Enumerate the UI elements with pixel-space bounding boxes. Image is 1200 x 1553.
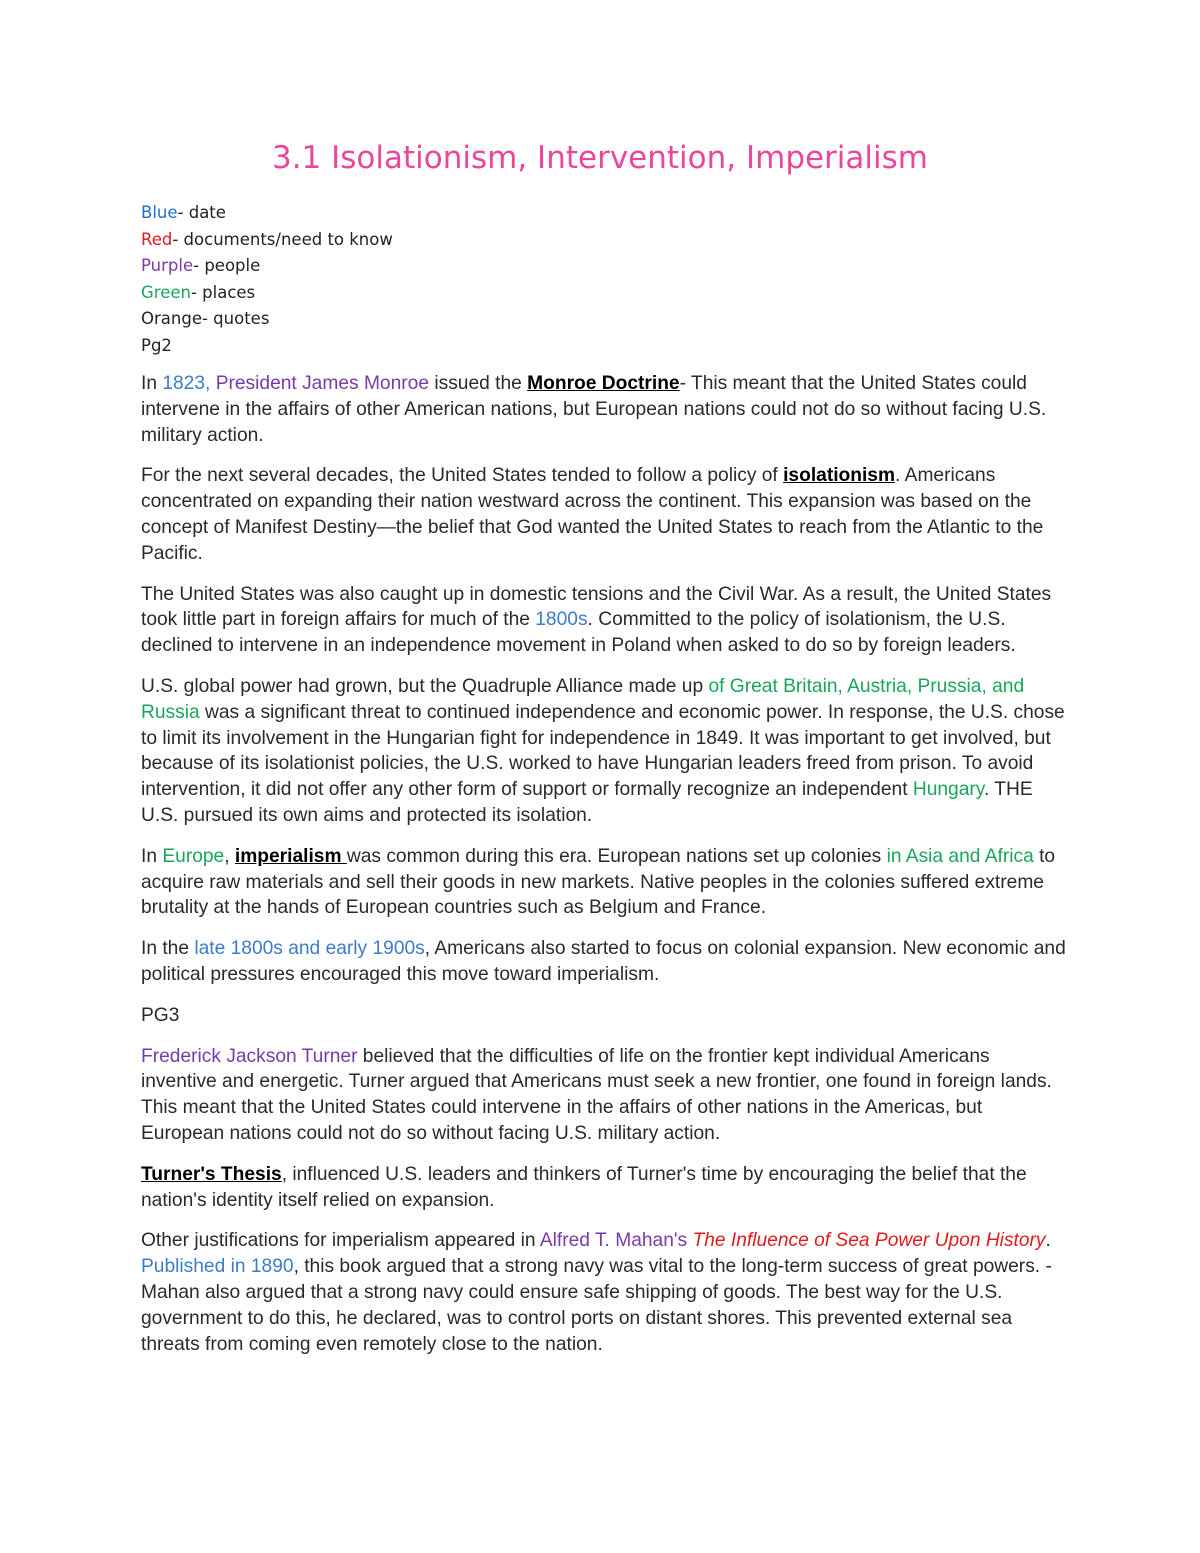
date-text: Published in 1890 — [141, 1256, 294, 1278]
legend-desc: - documents/need to know — [172, 229, 393, 249]
date-text: late 1800s and early 1900s — [194, 938, 425, 960]
legend-desc: - places — [190, 282, 256, 302]
legend-item-orange — [141, 306, 393, 333]
legend-word: Pg2 — [141, 335, 172, 355]
paragraph-isolationism: For the next several decades, the United States tended to follow a policy of isolationism. Americans concentrated on expanding their nation westward across the continent. This expansion was based on the concept of Manifest Destiny—the belief that God wanted the United States to reach from the Atlantic to the Pacific. — [141, 465, 1044, 564]
legend-item-green — [141, 280, 393, 307]
paragraph-civil-war: The United States was also caught up in domestic tensions and the Civil War. As a result, the United States took little part in foreign affairs for much of the 1800s. Committed to the policy of isolationism, the U.S. declined to intervene in an independence movement in Poland when asked to do so by foreign leaders. — [141, 583, 1052, 657]
document-title-text: The Influence of Sea Power Upon History — [692, 1230, 1046, 1252]
paragraph-turner: Frederick Jackson Turner believed that the difficulties of life on the frontier kept individual Americans inventive and energetic. Turner argued that Americans must seek a new frontier, one found in foreign lands. This meant that the United States could intervene in the affairs of other nations in the Americas, but European nations could not do so without facing U.S. military action. — [141, 1045, 1052, 1144]
legend-item-red — [141, 227, 393, 254]
date-text: 1800s — [535, 609, 588, 631]
paragraph-american-expansion: In the late 1800s and early 1900s, Americans also started to focus on colonial expansion. New economic and political pressures encouraged this move toward imperialism. — [141, 938, 1066, 985]
color-legend — [141, 200, 393, 360]
legend-word: Blue — [141, 203, 178, 222]
legend-desc: - quotes — [201, 309, 270, 329]
legend-word: Purple — [141, 256, 194, 276]
paragraph-quadruple-alliance: U.S. global power had grown, but the Quadruple Alliance made up of Great Britain, Austria, Prussia, and Russia was a significant threat to continued independence and economic power. In response, the U.S. chose to limit its involvement in the Hungarian fight for independence in 1849. It was important to get involved, but because of its isolationist policies, the U.S. worked to have Hungarian leaders freed from prison. To avoid intervention, it did not offer any other form of support or formally recognize an independent Hungary. THE U.S. pursued its own aims and protected its isolation. — [141, 675, 1065, 826]
place-text: in Asia and Africa — [886, 845, 1034, 867]
person-text: Frederick Jackson Turner — [141, 1045, 358, 1067]
legend-desc: - date — [177, 203, 226, 222]
place-text: Europe — [162, 845, 225, 867]
key-term: Monroe Doctrine — [527, 373, 680, 394]
key-term: Turner's Thesis — [141, 1163, 282, 1185]
paragraph-european-imperialism: In Europe, imperialism was common during this era. European nations set up colonies in Asia and Africa to acquire raw materials and sell their goods in new markets. Native peoples in the colonies suffered extreme brutality at the hands of European countries such as Belgium and France. — [141, 845, 1056, 919]
place-text: of Great Britain, Austria, Prussia, and Russia — [141, 675, 1025, 723]
legend-word: Green — [141, 282, 191, 302]
paragraph-mahan: Other justifications for imperialism appeared in Alfred T. Mahan's The Influence of Sea Power Upon History. Published in 1890, this book argued that a strong navy was vital to the long-term success of great powers. - Mahan also argued that a strong navy could ensure safe shipping of goods. The best way for the U.S. government to do this, he declared, was to control ports on distant shores. This prevented external sea threats from coming even remotely close to the nation. — [141, 1230, 1052, 1355]
page-marker-pg3: PG3 — [141, 1004, 180, 1026]
key-term: isolationism — [783, 465, 896, 487]
key-term: imperialism — [234, 845, 347, 867]
legend-desc: - people — [193, 256, 261, 276]
person-text: Alfred T. Mahan's — [539, 1230, 688, 1252]
legend-word: Orange — [141, 309, 202, 329]
place-text: Hungary — [912, 779, 984, 801]
paragraph-turners-thesis: Turner's Thesis, influenced U.S. leaders and thinkers of Turner's time by encouraging the belief that the nation's identity itself relied on expansion. — [141, 1163, 1027, 1211]
document-body — [141, 371, 1066, 1372]
date-text: 1823, — [162, 373, 216, 394]
page-marker-pg2 — [141, 333, 393, 360]
legend-item-purple — [141, 253, 393, 280]
legend-word: Red — [141, 229, 173, 249]
legend-item-blue — [141, 200, 393, 227]
person-text: President James Monroe — [215, 373, 429, 394]
paragraph-monroe-doctrine: In 1823, President James Monroe issued the Monroe Doctrine- This meant that the United States could intervene in the affairs of other American nations, but European nations could not do so without facing U.S. military action. — [141, 373, 1047, 446]
page-title: 3.1 Isolationism, Intervention, Imperialism — [271, 140, 928, 176]
